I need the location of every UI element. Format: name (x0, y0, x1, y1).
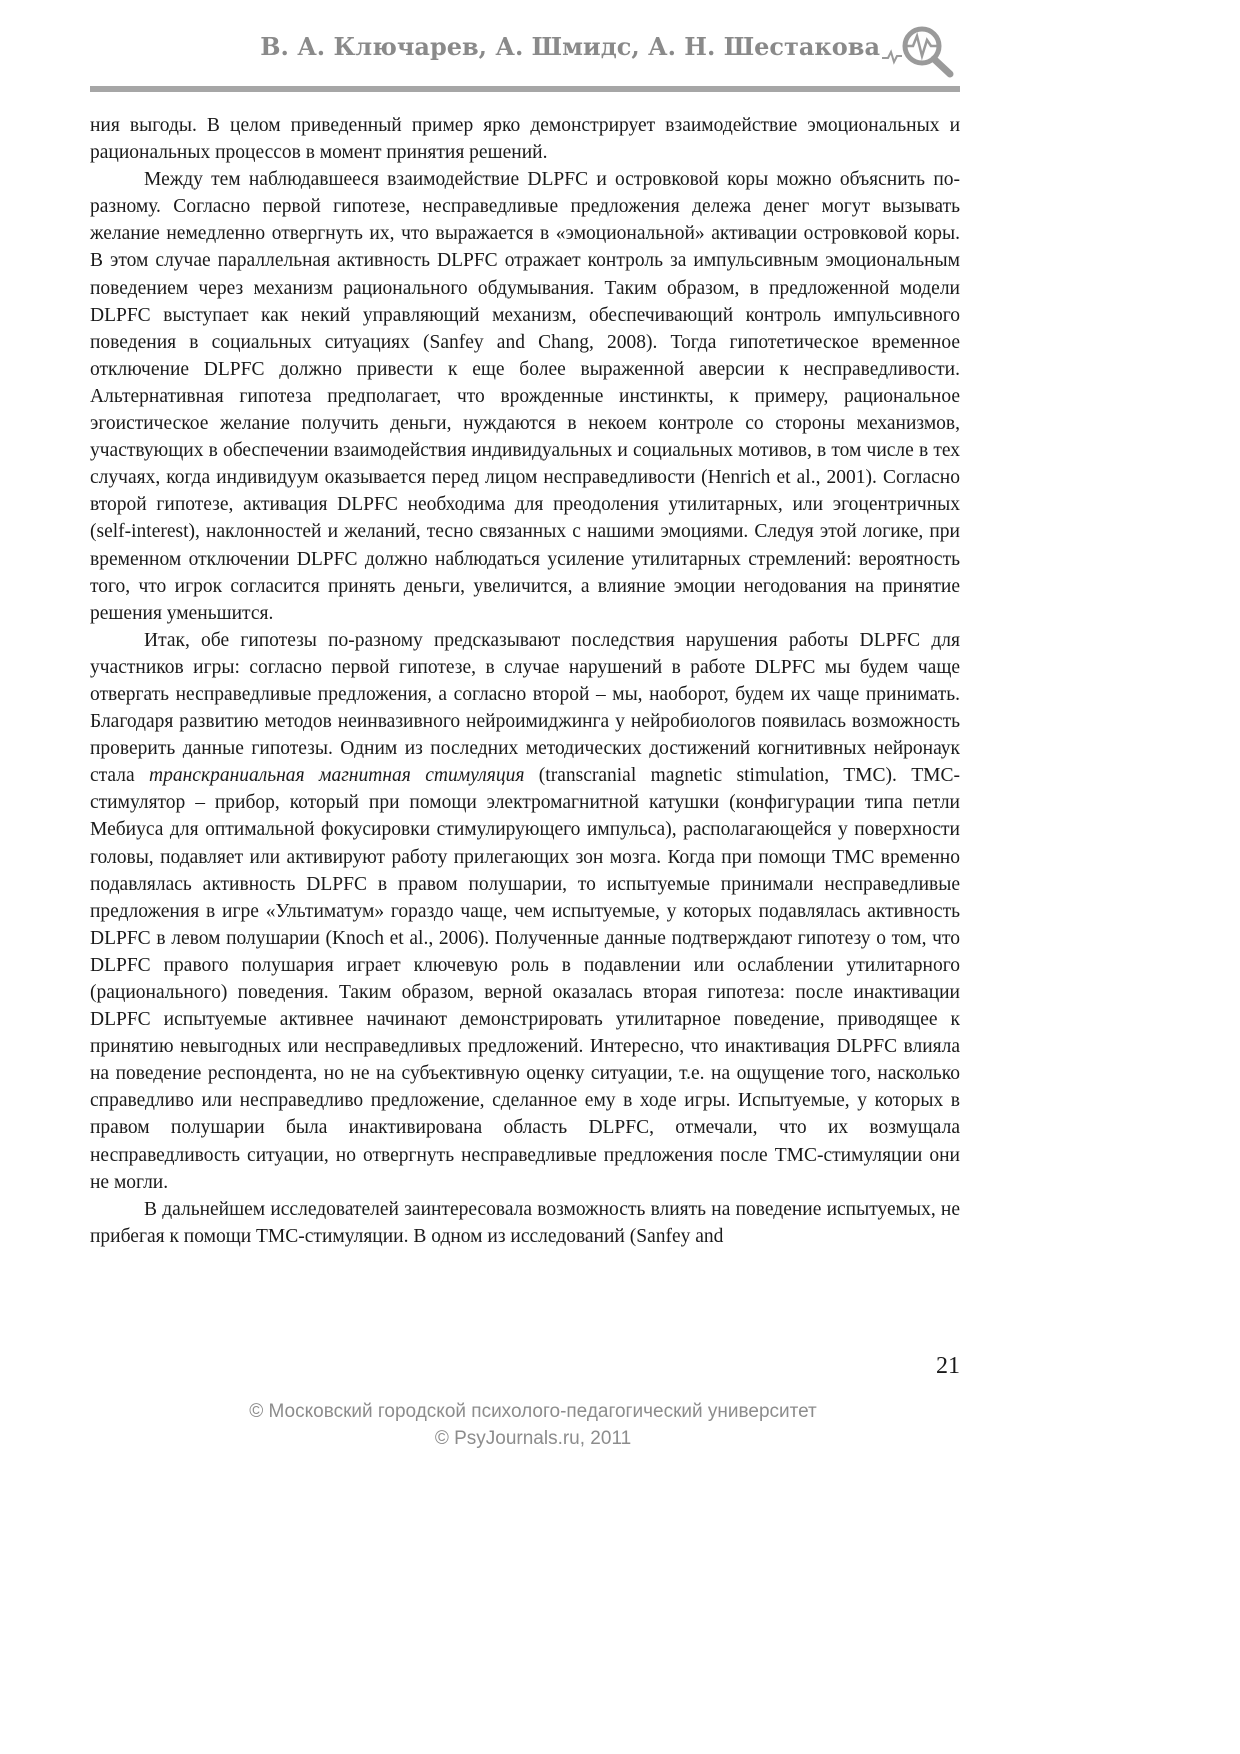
magnifier-pulse-icon (880, 22, 960, 78)
page-number: 21 (936, 1353, 960, 1379)
paragraph-3 (90, 627, 960, 1196)
running-head (90, 22, 960, 112)
copyright-line-1: © Московский городской психолого-педагогический университет (249, 1401, 817, 1422)
paragraph-3-part-b: (transcranial magnetic stimulation, TMC). TMC-стимулятор – прибор, который при помощи электромагнитной катушки (конфигурации типа петли Мебиуса для оптимальной фокусировки стимулирующего импульса), располагающейся у поверхности головы, подавляет или активируют работу прилегающих зон мозга. Когда при помощи TMC временно подавлялась активность DLPFC в правом полушарии, то испытуемые принимали несправедливые предложения в игре «Ультиматум» гораздо чаще, чем испытуемые, у которых подавлялась активность DLPFC в левом полушарии (Knoch et al., 2006). Полученные данные подтверждают гипотезу о том, что DLPFC правого полушария играет ключевую роль в подавлении или ослаблении утилитарного (рационального) поведения. Таким образом, верной оказалась вторая гипотеза: после инактивации DLPFC испытуемые активнее начинают демонстрировать утилитарное поведение, приводящее к принятию невыгодных или несправедливых предложений. Интересно, что инактивация DLPFC влияла на поведение респондента, но не на субъективную оценку ситуации, т.е. на ощущение того, насколько справедливо или несправедливо предложение, сделанное ему в ходе игры. Испытуемые, у которых в правом полушарии была инактивирована область DLPFC, отмечали, что их возмущала несправедливость ситуации, но отвергнуть несправедливые предложения после TMC-стимуляции они не могли. (90, 765, 960, 1193)
paragraph-2: Между тем наблюдавшееся взаимодействие DLPFC и островковой коры можно объяснить по-разному. Согласно первой гипотезе, несправедливые предложения дележа денег могут вызывать желание немедленно отвергнуть их, что выражается в «эмоциональной» активации островковой коры. В этом случае параллельная активность DLPFC отражает контроль за импульсивным эмоциональным поведением через механизм рационального обдумывания. Таким образом, в предложенной модели DLPFC выступает как некий управляющий механизм, обеспечивающий контроль импульсивного поведения в социальных ситуациях (Sanfey and Chang, 2008). Тогда гипотетическое временное отключение DLPFC должно привести к еще более выраженной аверсии к несправедливости. Альтернативная гипотеза предполагает, что врожденные инстинкты, к примеру, рациональное эгоистическое желание получить деньги, нуждаются в некоем контроле со стороны механизмов, участвующих в обеспечении взаимодействия индивидуальных и социальных мотивов, в том числе в тех случаях, когда индивидуум оказывается перед лицом несправедливости (Henrich et al., 2001). Согласно второй гипотезе, активация DLPFC необходима для преодоления утилитарных, или эгоцентричных (self-interest), наклонностей и желаний, тесно связанных с нашими эмоциями. Следуя этой логике, при временном отключении DLPFC должно наблюдаться усиление утилитарных стремлений: вероятность того, что игрок согласится принять деньги, увеличится, а влияние эмоции негодования на принятие решения уменьшится. (90, 169, 960, 624)
paragraph-3-emphasis: транскраниальная магнитная стимуляция (149, 765, 525, 787)
paragraph-4: В дальнейшем исследователей заинтересовала возможность влиять на поведение испытуемых, не прибегая к помощи TMC-стимуляции. В одном из исследований (Sanfey and (90, 1198, 960, 1247)
body-text (90, 112, 960, 1250)
copyright-footer (0, 1398, 1066, 1452)
header-rule (90, 86, 960, 92)
paragraph-3-part-a: Итак, обе гипотезы по-разному предсказывают последствия нарушения работы DLPFC для участников игры: согласно первой гипотезе, в случае нарушений в работе DLPFC мы будем чаще отвергать несправедливые предложения, а согласно второй – мы, наоборот, будем их чаще принимать. Благодаря развитию методов неинвазивного нейроимиджинга у нейробиологов появилась возможность проверить данные гипотезы. Одним из последних методических достижений когнитивных нейронаук стала (90, 629, 960, 787)
running-head-authors: В. А. Ключарев, А. Шмидс, А. Н. Шестакова (260, 32, 880, 61)
copyright-line-2: © PsyJournals.ru, 2011 (434, 1428, 632, 1449)
paragraph-1: ния выгоды. В целом приведенный пример ярко демонстрирует взаимодействие эмоциональных и рациональных процессов в момент принятия решений. (90, 115, 960, 164)
